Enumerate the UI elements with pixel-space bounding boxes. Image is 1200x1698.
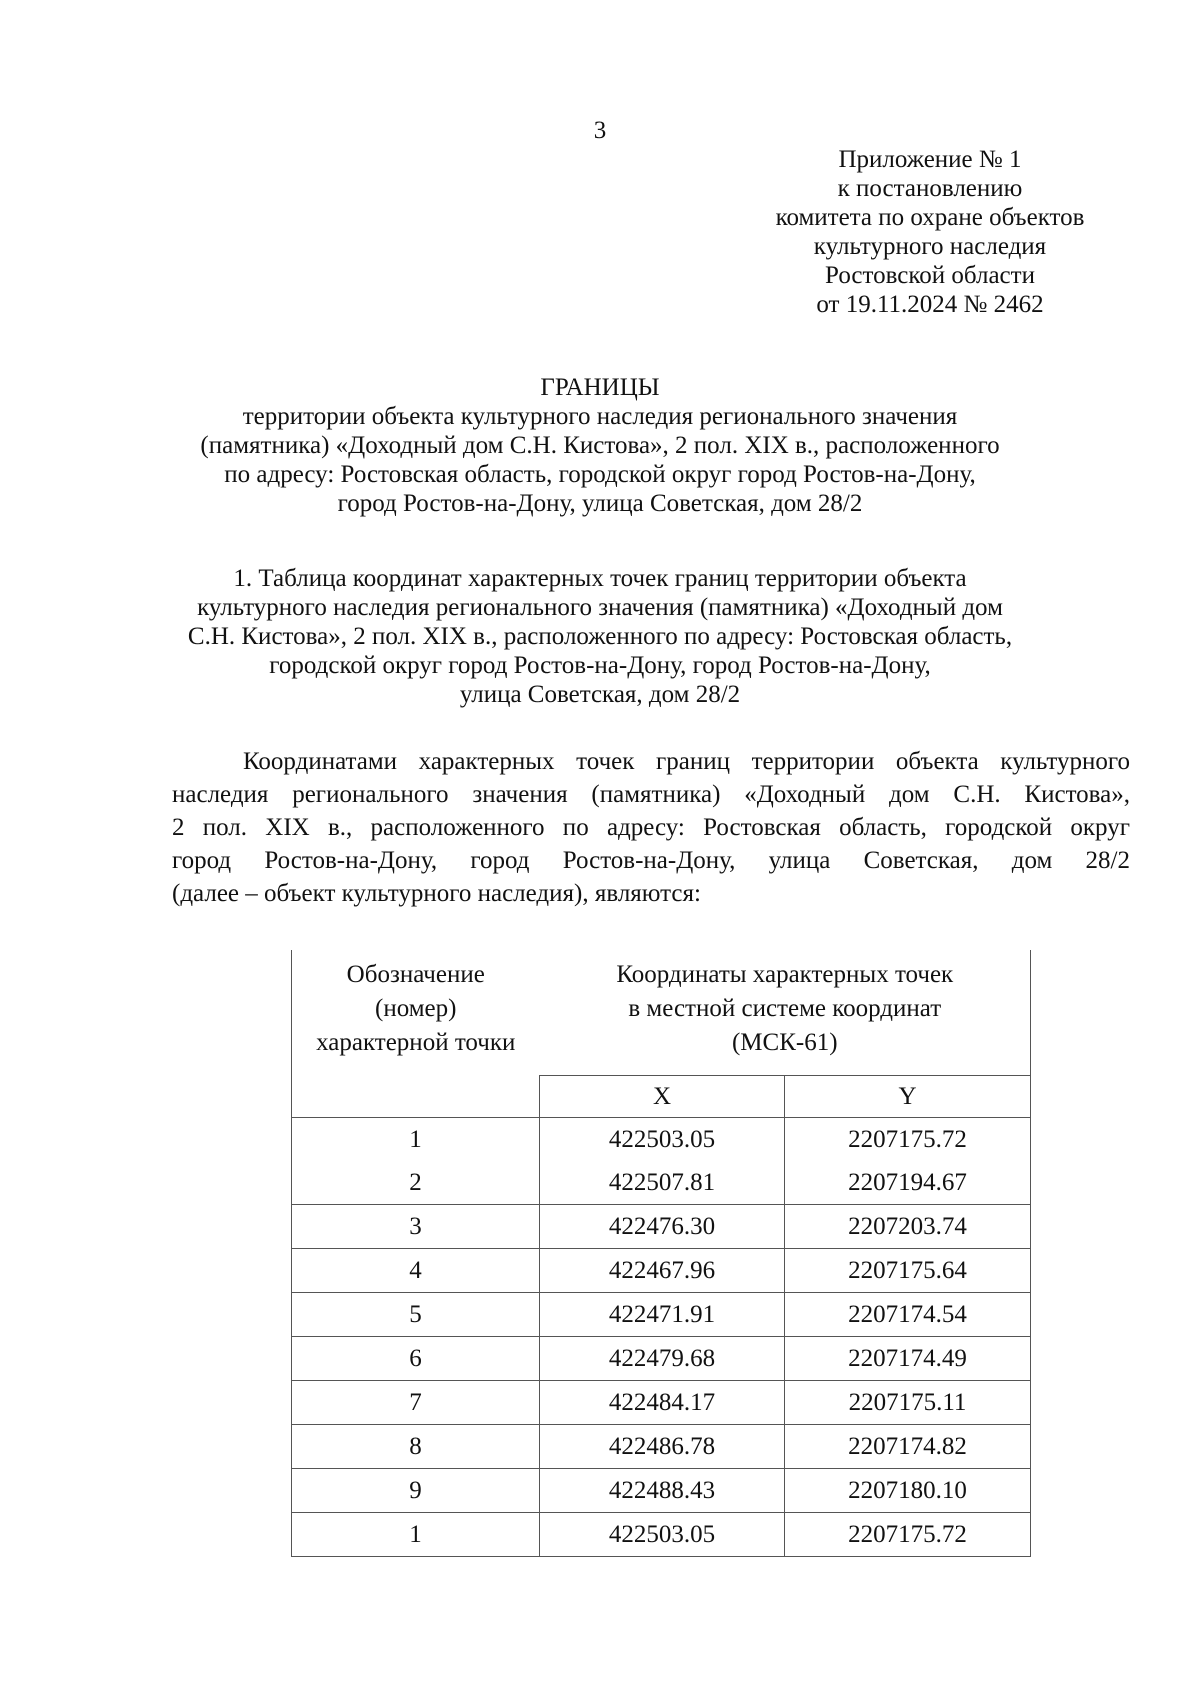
document-title: ГРАНИЦЫ xyxy=(540,374,660,401)
header-coords-line: (МСК-61) xyxy=(731,1029,838,1056)
cell-y: 2207174.54 xyxy=(785,1292,1031,1336)
table-row xyxy=(292,1204,1031,1248)
cell-y: 2207175.64 xyxy=(785,1248,1031,1292)
title-line: город Ростов-на-Дону, улица Советская, дом 28/2 xyxy=(337,490,863,517)
cell-x: 422503.05 xyxy=(540,1117,785,1161)
cell-x: 422479.68 xyxy=(540,1336,785,1380)
cell-y: 2207175.72 xyxy=(785,1117,1031,1161)
section-heading-line: С.Н. Кистова», 2 пол. XIX в., расположенного по адресу: Ростовская область, xyxy=(187,623,1013,650)
cell-y: 2207174.82 xyxy=(785,1424,1031,1468)
cell-point: 9 xyxy=(292,1468,540,1512)
cell-point: 8 xyxy=(292,1424,540,1468)
cell-point: 5 xyxy=(292,1292,540,1336)
table-header-row xyxy=(292,950,1031,1075)
table-row xyxy=(292,1468,1031,1512)
cell-x: 422503.05 xyxy=(540,1512,785,1556)
cell-x: 422488.43 xyxy=(540,1468,785,1512)
header-coords-line: в местной системе координат xyxy=(628,995,942,1022)
header-point-line: Обозначение xyxy=(346,961,485,988)
section-heading-line: городской округ город Ростов-на-Дону, город Ростов-на-Дону, xyxy=(269,652,931,679)
title-block xyxy=(150,373,1050,518)
table-row xyxy=(292,1512,1031,1556)
cell-point: 2 xyxy=(292,1161,540,1205)
header-point-line: (номер) xyxy=(375,995,457,1022)
paragraph-line: наследия регионального значения (памятника) «Доходный дом С.Н. Кистова», xyxy=(172,781,1130,808)
header-point-designation xyxy=(292,950,540,1075)
header-point-blank xyxy=(292,1075,540,1117)
section-heading-line: 1. Таблица координат характерных точек границ территории объекта xyxy=(233,565,967,592)
cell-x: 422484.17 xyxy=(540,1380,785,1424)
table-row xyxy=(292,1336,1031,1380)
header-point-line: характерной точки xyxy=(316,1029,516,1056)
cell-point: 3 xyxy=(292,1204,540,1248)
cell-x: 422507.81 xyxy=(540,1161,785,1205)
cell-y: 2207175.11 xyxy=(785,1380,1031,1424)
header-x: X xyxy=(540,1075,785,1117)
paragraph-line: 2 пол. XIX в., расположенного по адресу: Ростовская область, городской округ xyxy=(172,814,1130,841)
paragraph-line: (далее – объект культурного наследия), являются: xyxy=(172,880,701,907)
section-heading xyxy=(150,564,1050,709)
paragraph-line: город Ростов-на-Дону, город Ростов-на-Дону, улица Советская, дом 28/2 xyxy=(172,847,1130,874)
cell-point: 4 xyxy=(292,1248,540,1292)
cell-y: 2207175.72 xyxy=(785,1512,1031,1556)
title-line: по адресу: Ростовская область, городской округ город Ростов-на-Дону, xyxy=(224,461,976,488)
cell-x: 422476.30 xyxy=(540,1204,785,1248)
cell-y: 2207174.49 xyxy=(785,1336,1031,1380)
table-subheader-row xyxy=(292,1075,1031,1117)
table-row xyxy=(292,1424,1031,1468)
title-line: (памятника) «Доходный дом С.Н. Кистова», 2 пол. XIX в., расположенного xyxy=(200,432,1000,459)
cell-x: 422467.96 xyxy=(540,1248,785,1292)
header-y: Y xyxy=(785,1075,1031,1117)
cell-y: 2207194.67 xyxy=(785,1161,1031,1205)
title-line: территории объекта культурного наследия регионального значения xyxy=(242,403,958,430)
cell-x: 422486.78 xyxy=(540,1424,785,1468)
header-coords-line: Координаты характерных точек xyxy=(616,961,954,988)
appendix-line: к постановлению xyxy=(837,175,1023,202)
page-number: 3 xyxy=(593,117,607,144)
appendix-line: комитета по охране объектов xyxy=(775,204,1085,231)
header-coordinates xyxy=(540,950,1031,1075)
table-row xyxy=(292,1161,1031,1205)
cell-point: 6 xyxy=(292,1336,540,1380)
table-row xyxy=(292,1248,1031,1292)
table-row xyxy=(292,1292,1031,1336)
paragraph-line: Координатами характерных точек границ территории объекта культурного xyxy=(243,748,1130,775)
cell-y: 2207180.10 xyxy=(785,1468,1031,1512)
coordinates-table xyxy=(291,950,1031,1557)
cell-y: 2207203.74 xyxy=(785,1204,1031,1248)
appendix-block xyxy=(735,145,1125,319)
cell-point: 1 xyxy=(292,1512,540,1556)
table-row xyxy=(292,1117,1031,1161)
body-paragraph xyxy=(172,745,1130,910)
appendix-line: Приложение № 1 xyxy=(838,146,1022,173)
cell-point: 1 xyxy=(292,1117,540,1161)
cell-point: 7 xyxy=(292,1380,540,1424)
section-heading-line: улица Советская, дом 28/2 xyxy=(459,681,741,708)
cell-x: 422471.91 xyxy=(540,1292,785,1336)
section-heading-line: культурного наследия регионального значения (памятника) «Доходный дом xyxy=(197,594,1003,621)
appendix-line: Ростовской области xyxy=(825,262,1035,289)
table-row xyxy=(292,1380,1031,1424)
appendix-line: культурного наследия xyxy=(813,233,1047,260)
appendix-line: от 19.11.2024 № 2462 xyxy=(816,291,1044,318)
